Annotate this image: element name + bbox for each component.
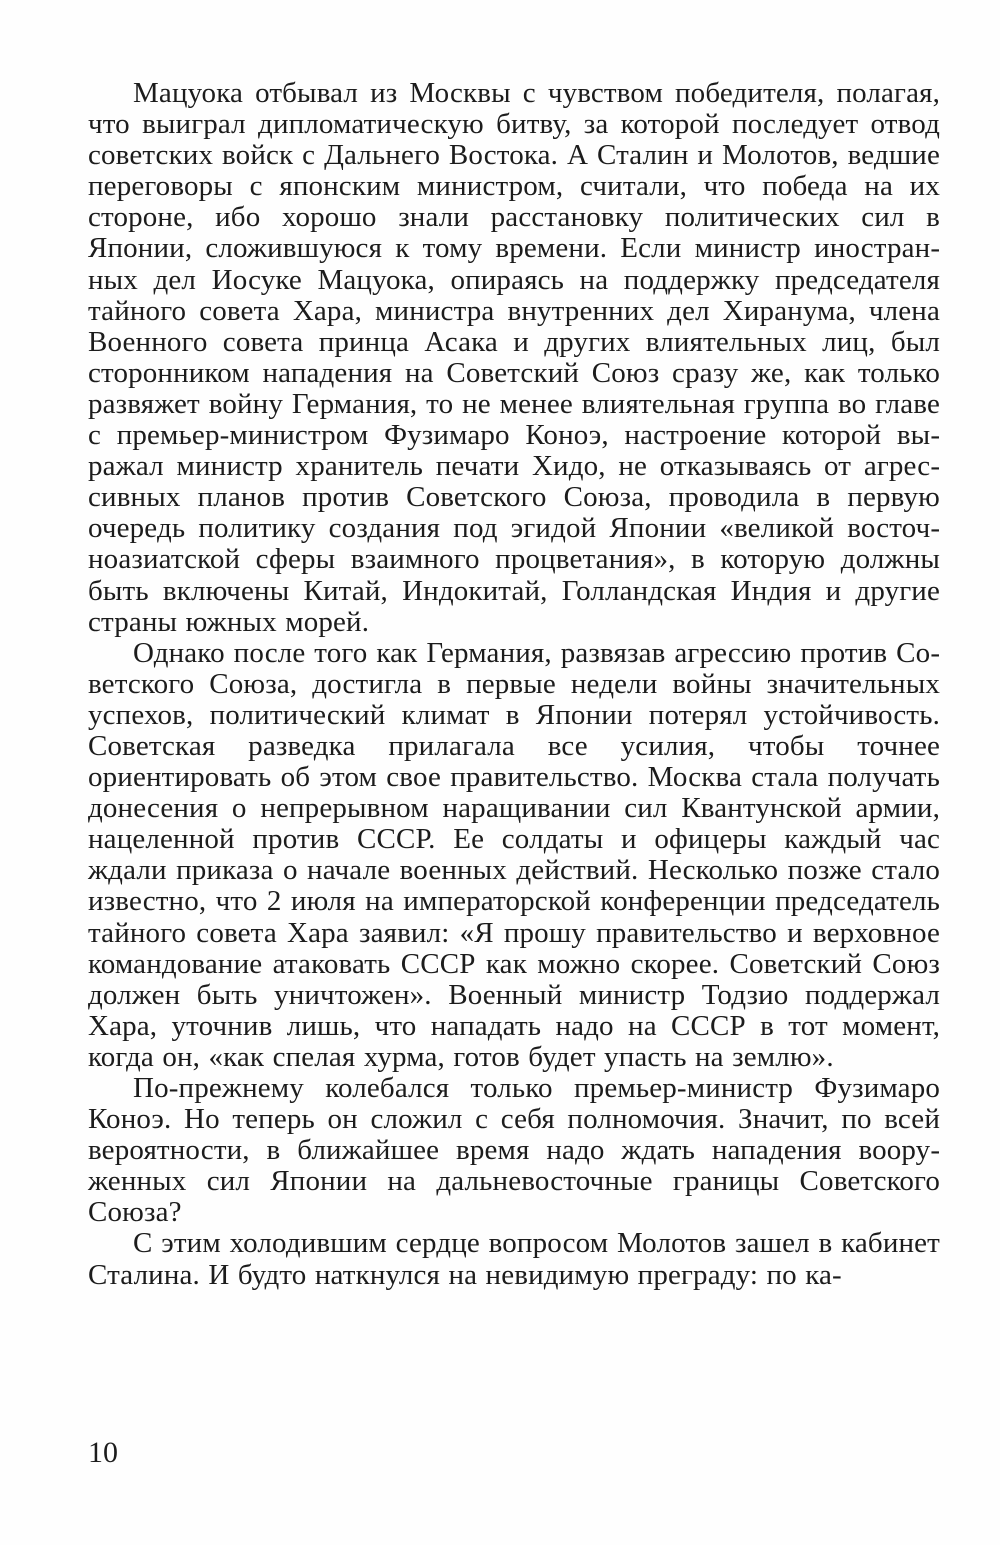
paragraph-2: Однако после того как Германия, развязав агрессию против Советского Союза, достигла в первые недели войны значительных успехов, политический климат в Японии потерял устойчивость. Советская разведка прилагала все усилия, чтобы точнее ориентировать об этом свое правительство. Москва стала получать донесения о непрерывном наращивании сил Квантунской армии, нацеленной против СССР. Ее солдаты и офицеры каждый час ждали приказа о начале военных действий. Несколько позже стало известно, что 2 июля на императорской конференции председатель тайного совета Хара заявил: «Я прошу правительство и верховное командование атаковать СССР как можно скорее. Советский Союз должен быть уничтожен». Военный министр Тодзио поддержал Хара, уточнив лишь, что нападать надо на СССР в тот момент, когда он, «как спелая хурма, готов будет упасть на землю». xyxy=(88,636,940,1073)
paragraph-4: С этим холодившим сердце вопросом Молотов зашел в кабинет Сталина. И будто наткнулся на невидимую преграду: по ка- xyxy=(88,1227,940,1291)
page-number: 10 xyxy=(88,1436,118,1469)
body-text xyxy=(88,78,940,1291)
paragraph-3: По-прежнему колебался только премьер-министр Фузимаро Коноэ. Но теперь он сложил с себя полномочия. Значит, по всей вероятности, в ближайшее время надо ждать нападения вооруженных сил Японии на дальневосточные границы Советского Союза? xyxy=(88,1072,940,1229)
paragraph-1: Мацуока отбывал из Москвы с чувством победителя, полагая, что выиграл дипломатическую битву, за которой последует отвод советских войск с Дальнего Востока. А Сталин и Молотов, ведшие переговоры с японским министром, считали, что победа на их стороне, ибо хорошо знали расстановку политических сил в Японии, сложившуюся к тому времени. Если министр иностранных дел Иосуке Мацуока, опираясь на поддержку председателя тайного совета Хара, министра внутренних дел Хиранума, члена Военного совета принца Асака и других влиятельных лиц, был сторонником нападения на Советский Союз сразу же, как только развяжет войну Германия, то не менее влиятельная группа во главе с премьер-министром Фузимаро Коноэ, настроение которой выражал министр хранитель печати Хидо, не отказываясь от агрессивных планов против Советского Союза, проводила в первую очередь политику создания под эгидой Японии «великой восточноазиатской сферы взаимного процветания», в которую должны быть включены Китай, Индокитай, Голландская Индия и другие страны южных морей. xyxy=(88,77,940,638)
